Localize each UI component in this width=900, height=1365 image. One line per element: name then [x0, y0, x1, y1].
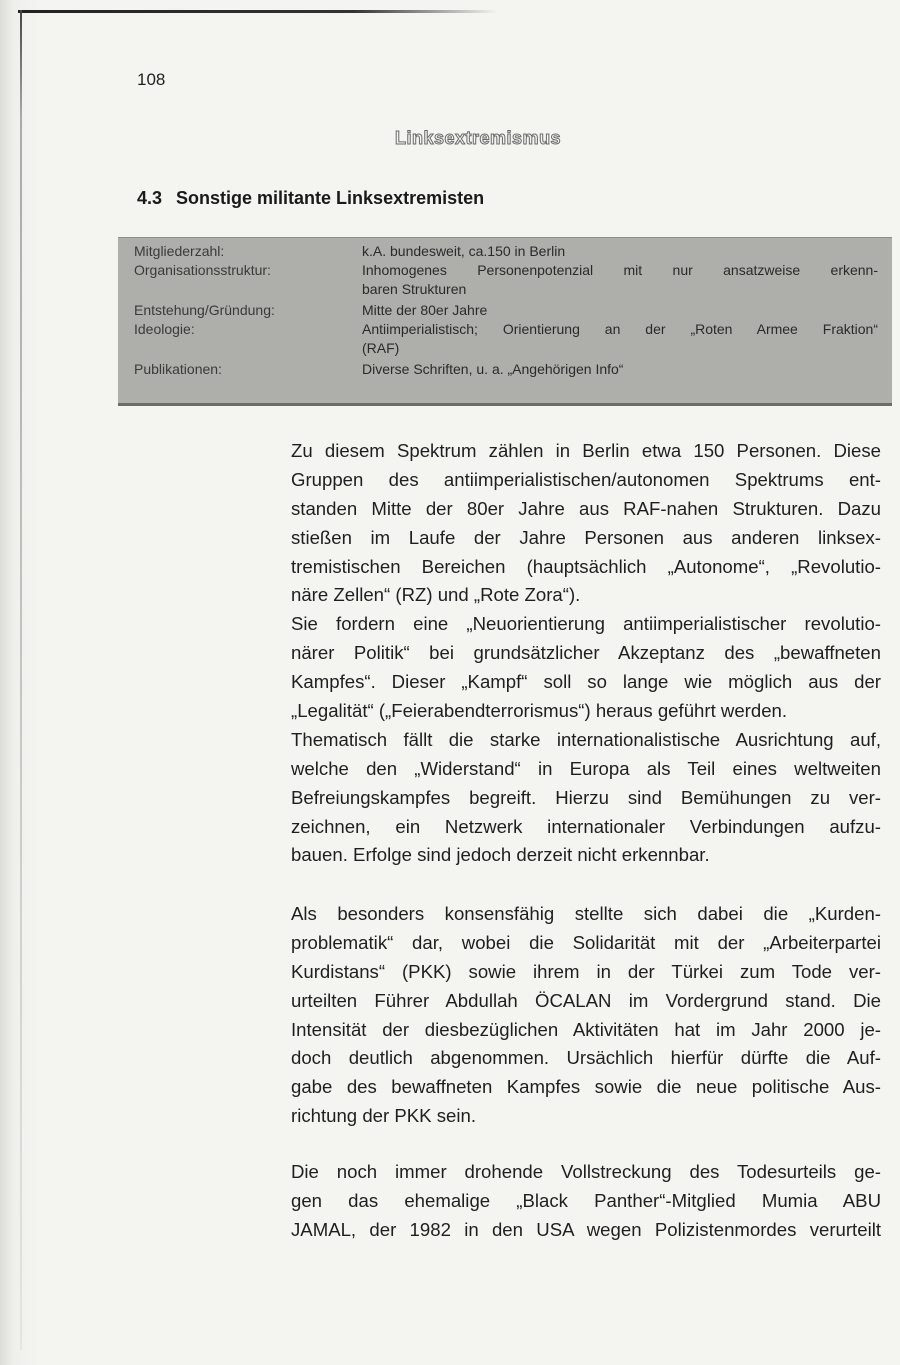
info-value: k.A. bundesweit, ca.150 in Berlin — [362, 243, 566, 259]
info-value: Antiimperialistisch; Orientierung an der „Roten Armee Fraktion“ — [362, 321, 878, 337]
info-box — [118, 237, 892, 406]
text-line: Befreiungskampfes begreift. Hierzu sind Bemühungen zu ver- — [291, 786, 881, 808]
text-line: doch deutlich abgenommen. Ursächlich hierfür dürfte die Auf- — [291, 1047, 881, 1069]
text-line: gen das ehemalige „Black Panther“-Mitglied Mumia ABU — [291, 1189, 881, 1211]
info-label: Publikationen: — [134, 361, 222, 377]
info-value: baren Strukturen — [362, 281, 467, 297]
info-label: Entstehung/Gründung: — [134, 302, 275, 318]
text-line: Thematisch fällt die starke internationalistische Ausrichtung auf, — [291, 728, 881, 750]
running-head: Linksextremismus — [395, 128, 562, 148]
section-number: 4.3 — [137, 188, 163, 208]
page-number: 108 — [137, 70, 166, 89]
text-line: stießen im Laufe der Jahre Personen aus anderen linksex- — [291, 526, 881, 548]
text-line: gabe des bewaffneten Kampfes sowie die neue politische Aus- — [291, 1076, 881, 1098]
info-label: Mitgliederzahl: — [134, 243, 225, 259]
text-line: standen Mitte der 80er Jahre aus RAF-nahen Strukturen. Dazu — [291, 497, 881, 519]
text-line: Kurdistans“ (PKK) sowie ihrem in der Türkei zum Tode ver- — [291, 960, 881, 982]
text-line: Kampfes“. Dieser „Kampf“ soll so lange wie möglich aus der — [291, 671, 881, 693]
text-line: Zu diesem Spektrum zählen in Berlin etwa 150 Personen. Diese — [291, 440, 881, 461]
info-value: Mitte der 80er Jahre — [362, 302, 488, 318]
text-line: urteilten Führer Abdullah ÖCALAN im Vordergrund stand. Die — [291, 989, 881, 1011]
text-line: „Legalität“ („Feierabendterrorismus“) heraus geführt werden. — [291, 700, 788, 722]
text-line: närer Politik“ bei grundsätzlicher Akzeptanz des „bewaffneten — [291, 642, 881, 664]
paragraph-2 — [291, 900, 881, 1131]
paragraph-1 — [291, 437, 881, 870]
text-line: JAMAL, der 1982 in den USA wegen Polizistenmordes verurteilt — [291, 1218, 881, 1240]
text-line: welche den „Widerstand“ in Europa als Teil eines weltweiten — [291, 757, 881, 779]
text-line: Sie fordern eine „Neuorientierung antiimperialistischer revolutio- — [291, 613, 881, 635]
info-value: Inhomogenes Personenpotenzial mit nur ansatzweise erkenn- — [362, 262, 878, 278]
text-line: zeichnen, ein Netzwerk internationaler Verbindungen aufzu- — [291, 815, 881, 837]
info-label: Organisationsstruktur: — [134, 262, 271, 278]
info-label: Ideologie: — [134, 321, 195, 337]
text-line: Als besonders konsensfähig stellte sich dabei die „Kurden- — [291, 903, 881, 924]
info-value: (RAF) — [362, 340, 400, 356]
top-rule — [18, 10, 498, 13]
info-value: Diverse Schriften, u. a. „Angehörigen Info“ — [362, 361, 624, 377]
section-heading — [137, 188, 484, 209]
text-line: tremistischen Bereichen (hauptsächlich „Autonome“, „Revolutio- — [291, 555, 881, 577]
text-line: problematik“ dar, wobei die Solidarität mit der „Arbeiterpartei — [291, 931, 881, 953]
paragraph-3 — [291, 1158, 881, 1245]
text-line: bauen. Erfolge sind jedoch derzeit nicht erkennbar. — [291, 844, 710, 866]
text-line: Gruppen des antiimperialistischen/autonomen Spektrums ent- — [291, 468, 881, 490]
text-line: richtung der PKK sein. — [291, 1105, 477, 1127]
text-line: Die noch immer drohende Vollstreckung des Todesurteils ge- — [291, 1161, 881, 1182]
text-line: näre Zellen“ (RZ) und „Rote Zora“). — [291, 584, 581, 606]
binding-edge — [20, 10, 22, 1350]
section-title: Sonstige militante Linksextremisten — [176, 188, 485, 208]
text-line: Intensität der diesbezüglichen Aktivitäten hat im Jahr 2000 je- — [291, 1018, 881, 1040]
